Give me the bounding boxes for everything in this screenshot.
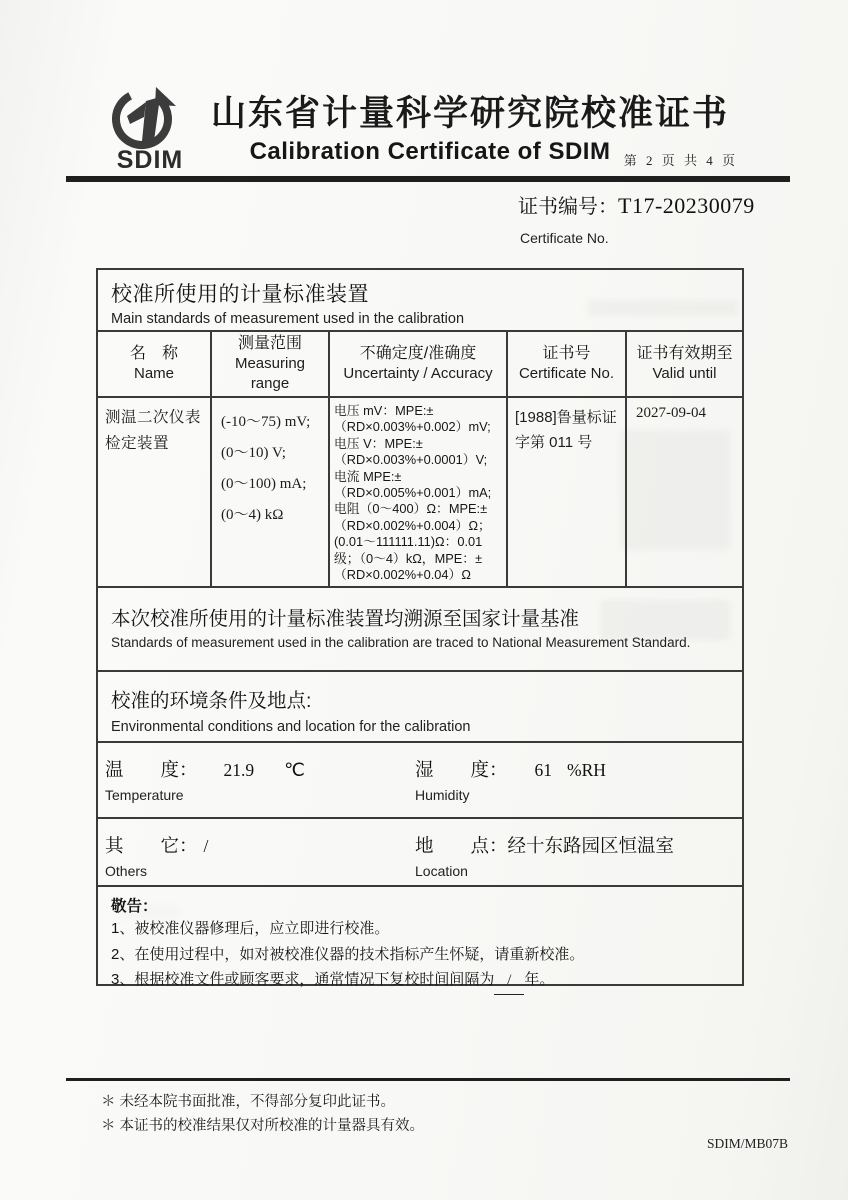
- cell-certificate-no: [1988]鲁量标证字第 011 号: [506, 398, 625, 586]
- humidity-label-en: Humidity: [415, 787, 470, 803]
- notice-title: 敬告：: [111, 898, 158, 915]
- humidity-line: [415, 756, 606, 782]
- header-divider: [66, 176, 790, 182]
- certificate-number-label: 证书编号：: [518, 196, 618, 218]
- humidity-field: [415, 756, 606, 803]
- location-field: [415, 832, 674, 879]
- notice-section: [98, 885, 742, 995]
- certificate-number-block: [518, 190, 755, 246]
- temperature-value: 21.9: [223, 760, 255, 780]
- traceability-cn: 本次校准所使用的计量标准装置均溯源至国家计量基准: [111, 608, 580, 630]
- environment-section-header: [98, 670, 742, 741]
- column-header-certno-cn: 证书号: [542, 345, 591, 362]
- temperature-label-cn: 温 度：: [105, 759, 198, 780]
- column-header-uncertainty-cn: 不确定度/准确度: [359, 345, 477, 362]
- others-label-en: Others: [105, 863, 148, 879]
- certificate-number-line: [518, 190, 755, 219]
- range-line: (0～4) kΩ: [221, 507, 284, 523]
- others-line: [105, 832, 208, 858]
- column-header-range-cn: 测量范围: [237, 335, 302, 352]
- column-header-certno-en: Certificate No.: [518, 365, 615, 382]
- footer-note-2: ＊ 本证书的校准结果仅对所校准的计量器具有效。: [101, 1117, 425, 1134]
- cell-uncertainty: [328, 398, 506, 586]
- humidity-label-cn: 湿 度：: [415, 759, 508, 780]
- others-label-cn: 其 它：: [105, 835, 198, 856]
- humidity-unit: %RH: [567, 760, 606, 780]
- standards-section-header: [98, 270, 742, 330]
- footer-note-1: ＊ 未经本院书面批准，不得部分复印此证书。: [101, 1094, 396, 1110]
- environment-title-en: Environmental conditions and location for the calibration: [111, 719, 471, 735]
- notice-item-3-blank: /: [494, 968, 524, 995]
- cell-valid-until: 2027-09-04: [625, 398, 742, 586]
- page-indicator: 第 2 页 共 4 页: [623, 153, 738, 168]
- temperature-humidity-row: [98, 741, 742, 817]
- notice-item-3: [111, 967, 729, 995]
- column-header-uncertainty-en: Uncertainty / Accuracy: [343, 365, 493, 382]
- uncertainty-line: 电阻（0～400）Ω：MPE:±（RD×0.002%+0.004）Ω；(0.01～111111.11)Ω：0.01 级；（0～4）kΩ，MPE：±（RD×0.002%+0.04）Ω: [334, 501, 491, 583]
- location-value: 经十东路园区恒温室: [507, 835, 675, 856]
- location-label-cn: 地 点：: [415, 835, 508, 856]
- range-line: (0～100) mA;: [221, 476, 307, 492]
- temperature-field: [105, 756, 305, 803]
- uncertainty-line: 电压 V：MPE:±（RD×0.003%+0.0001）V;: [334, 435, 488, 468]
- uncertainty-line: 电压 mV：MPE:±（RD×0.003%+0.002）mV;: [334, 403, 491, 435]
- notice-item-1: 1、被校准仪器修理后，应立即进行校准。: [111, 920, 390, 937]
- traceability-en: Standards of measurement used in the calibration are traced to National Measurement Standard.: [111, 635, 691, 650]
- humidity-value: 61: [534, 760, 553, 780]
- temperature-unit: ℃: [284, 759, 305, 780]
- footer-notes: [101, 1091, 424, 1138]
- range-line: (-10～75) mV;: [221, 414, 311, 430]
- cell-standard-name: 测温二次仪表检定装置: [105, 409, 202, 452]
- column-header-valid: [625, 332, 742, 396]
- column-header-range: [210, 332, 328, 396]
- others-value: /: [203, 836, 209, 856]
- others-field: [105, 832, 208, 879]
- range-line: (0～10) V;: [221, 445, 286, 461]
- others-location-row: [98, 817, 742, 885]
- certificate-number-value: T17-20230079: [618, 193, 755, 218]
- traceability-section: [98, 586, 742, 670]
- certificate-number-label-en: Certificate No.: [520, 230, 609, 246]
- location-label-en: Location: [415, 863, 468, 879]
- standards-table-header: [98, 330, 742, 396]
- environment-title-cn: 校准的环境条件及地点:: [111, 690, 312, 712]
- column-header-range-en: Measuring range: [234, 355, 306, 392]
- standards-title-en: Main standards of measurement used in the calibration: [111, 311, 465, 327]
- column-header-valid-en: Valid until: [652, 365, 717, 382]
- standards-title-cn: 校准所使用的计量标准装置: [111, 283, 369, 306]
- form-code: SDIM/MB07B: [706, 1136, 788, 1151]
- temperature-label-en: Temperature: [105, 787, 184, 803]
- column-header-uncertainty: [328, 332, 506, 396]
- uncertainty-line: 电流 MPE:±（RD×0.005%+0.001）mA;: [334, 468, 492, 501]
- column-header-name: [98, 332, 210, 396]
- notice-item-3-prefix: 3、根据校准文件或顾客要求，通常情况下复校时间间隔为: [111, 971, 495, 988]
- temperature-line: [105, 756, 305, 782]
- column-header-name-en: Name: [133, 365, 174, 382]
- logo-wordmark: SDIM: [116, 146, 184, 174]
- cell-measuring-range: [210, 398, 328, 586]
- standards-table-row: [98, 396, 742, 586]
- certificate-body: [96, 268, 744, 986]
- notice-item-2: 2、在使用过程中，如对被校准仪器的技术指标产生怀疑，请重新校准。: [111, 945, 585, 963]
- title-english: Calibration Certificate of SDIM: [249, 138, 611, 165]
- footer-divider: [66, 1078, 790, 1081]
- notice-item-3-suffix: 年。: [524, 971, 555, 988]
- title-chinese: 山东省计量科学研究院校准证书: [210, 94, 729, 133]
- column-header-certno: [506, 332, 625, 396]
- column-header-valid-cn: 证书有效期至: [636, 345, 733, 362]
- column-header-name-cn: 名 称: [129, 345, 178, 362]
- location-line: [415, 832, 674, 858]
